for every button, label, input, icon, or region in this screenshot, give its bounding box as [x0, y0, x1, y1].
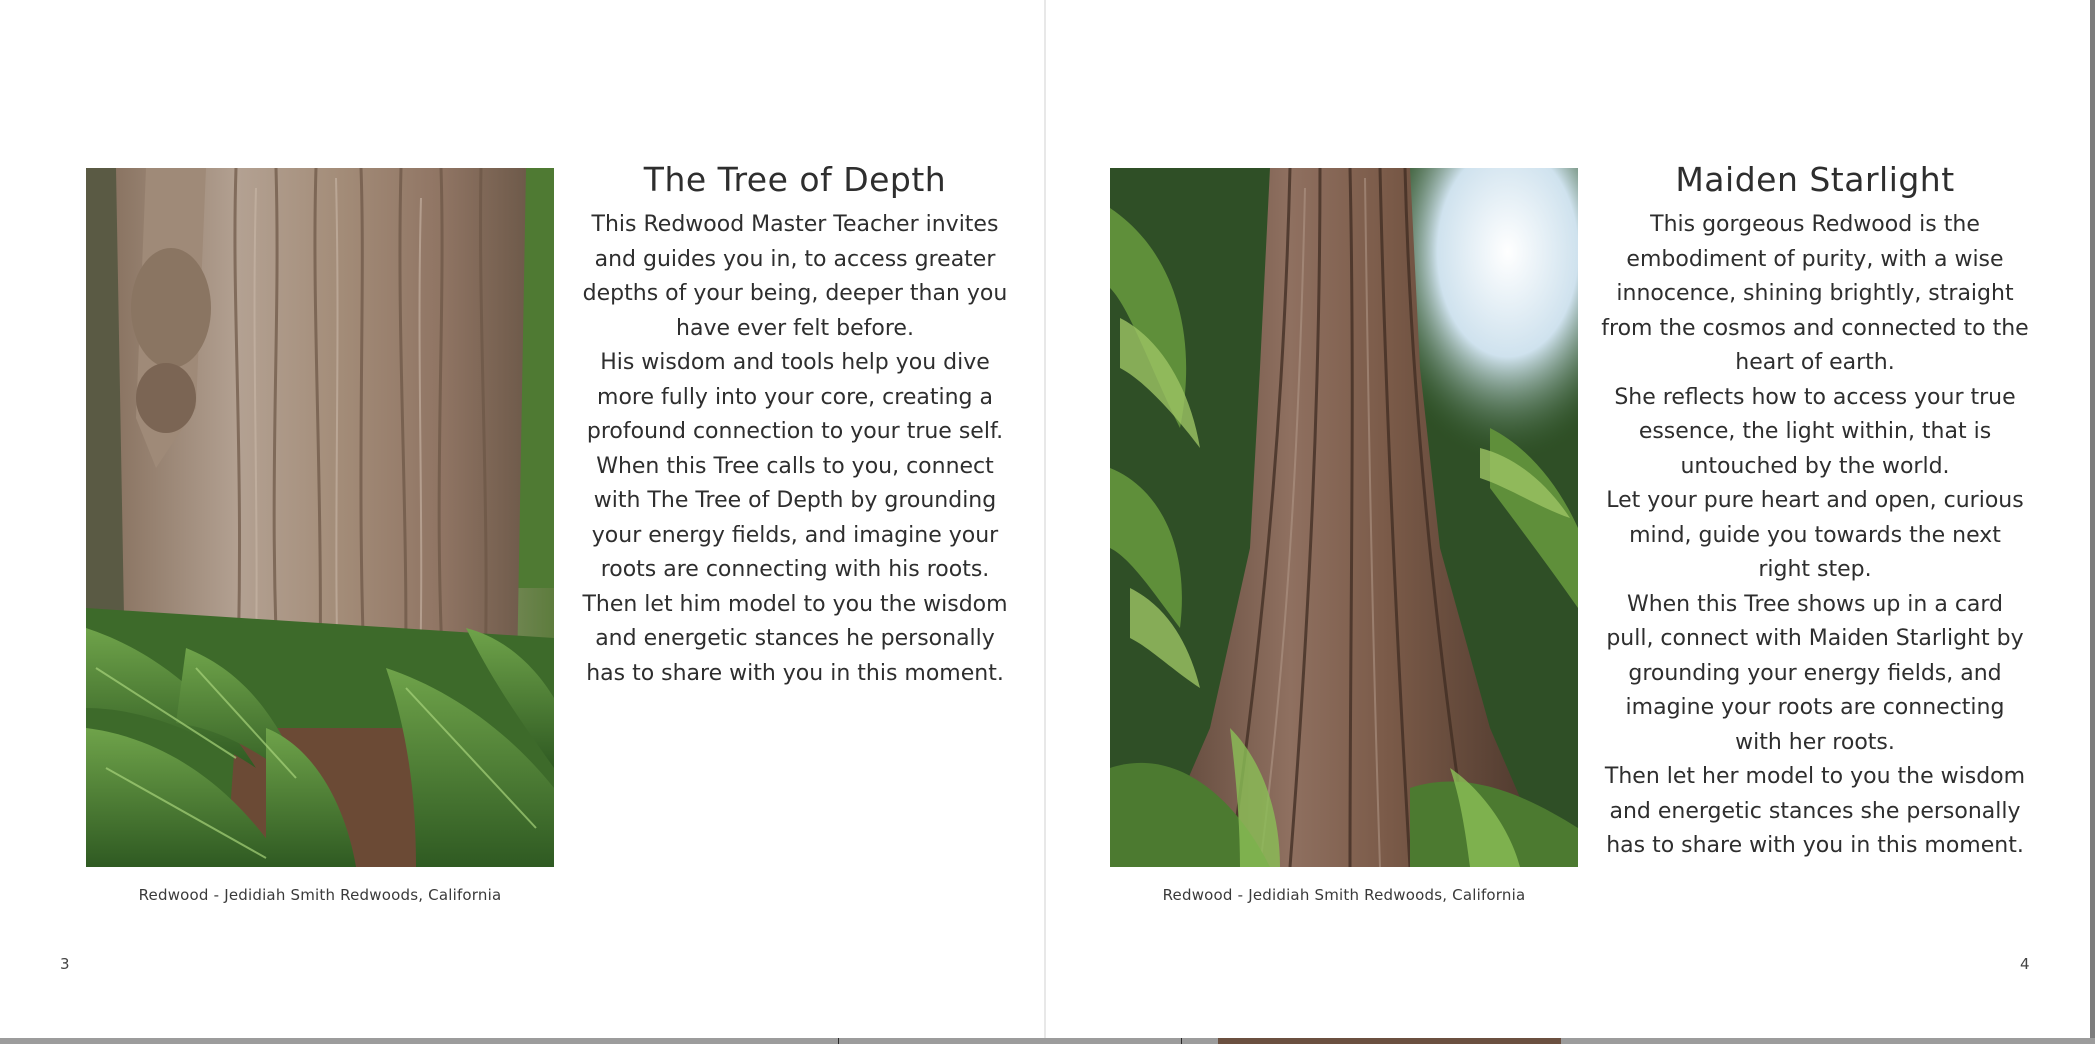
page-title: Maiden Starlight — [1675, 160, 1955, 199]
paragraph-1: This gorgeous Redwood is the embodiment of purity, with a wise innocence, shining brightly, straight from the cosmos and connected to the heart of earth. — [1601, 212, 2029, 375]
horizontal-scroll-thumb[interactable] — [1218, 1038, 1561, 1044]
paragraph-3: Let your pure heart and open, curious mind, guide you towards the next right step. — [1606, 488, 2024, 582]
scroll-tick-mark — [838, 1038, 839, 1044]
redwood-trunk-in-forest-photo — [1110, 168, 1578, 867]
photo-caption: Redwood - Jedidiah Smith Redwoods, California — [138, 886, 502, 904]
page-3 — [0, 0, 1044, 1038]
text-column — [1600, 158, 2030, 864]
paragraph-1: This Redwood Master Teacher invites and guides you in, to access greater depths of your being, deeper than you have ever felt before. — [582, 212, 1008, 341]
page-number: 4 — [2020, 955, 2030, 973]
vertical-scrollbar[interactable] — [2090, 0, 2095, 1044]
paragraph-2: His wisdom and tools help you dive more fully into your core, creating a profound connection to your true self. — [586, 350, 1004, 444]
horizontal-scrollbar[interactable] — [0, 1038, 2095, 1044]
paragraph-3: When this Tree calls to you, connect with The Tree of Depth by grounding your energy fields, and imagine your roots are connecting with his roots. — [591, 453, 999, 582]
page-gutter-divider — [1044, 0, 1046, 1038]
paragraph-5: Then let her model to you the wisdom and energetic stances she personally has to share with you in this moment. — [1604, 764, 2026, 858]
page-number: 3 — [60, 955, 70, 973]
photo-caption: Redwood - Jedidiah Smith Redwoods, California — [1162, 886, 1526, 904]
paragraph-4: When this Tree shows up in a card pull, connect with Maiden Starlight by grounding your energy fields, and imagine your roots are connecting with her roots. — [1606, 591, 2024, 755]
scroll-tick-mark — [1181, 1038, 1182, 1044]
paragraph-4: Then let him model to you the wisdom and energetic stances he personally has to share with you in this moment. — [582, 591, 1008, 686]
page-4 — [1046, 0, 2090, 1038]
text-column — [580, 158, 1010, 691]
redwood-trunk-with-ferns-photo — [86, 168, 554, 867]
page-title: The Tree of Depth — [643, 160, 947, 199]
paragraph-2: She reflects how to access your true essence, the light within, that is untouched by the world. — [1614, 384, 2016, 479]
right-tree-image — [1110, 168, 1578, 867]
left-tree-image — [86, 168, 554, 867]
